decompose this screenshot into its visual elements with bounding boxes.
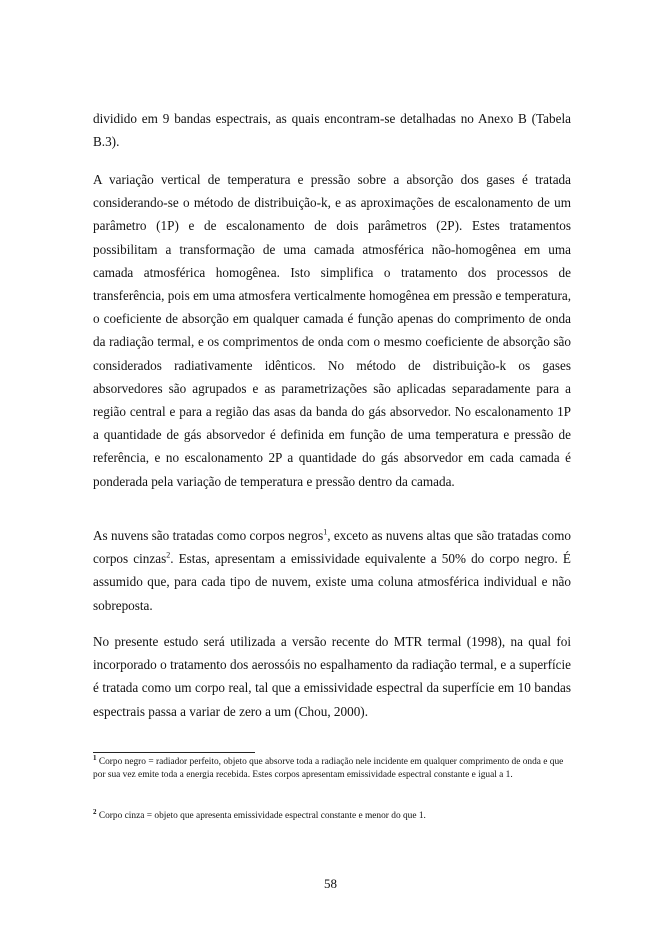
paragraph-bands-continuation: dividido em 9 bandas espectrais, as quais encontram-se detalhadas no Anexo B (Tabela B.3). — [93, 111, 571, 150]
footnote-ref-2[interactable]: 2 — [166, 550, 171, 560]
paragraph-clouds-part2: , exceto as nuvens altas que são tratadas como corpos cinzas — [93, 528, 571, 567]
paragraph-clouds-part3: . Estas, apresentam a emissividade equivalente a 50% do corpo negro. É assumido que, para cada tipo de nuvem, existe uma coluna atmosférica individual e não sobreposta. — [93, 551, 571, 613]
footnote-2 — [93, 807, 571, 823]
paragraph-vertical-variation: A variação vertical de temperatura e pressão sobre a absorção dos gases é tratada considerando-se o método de distribuição-k, e as aproximações de escalonamento de um parâmetro (1P) e de escalonamento de dois parâmetros (2P). Estes tratamentos possibilitam a transformação de uma camada atmosférica não-homogênea em uma camada atmosférica homogênea. Isto simplifica o tratamento dos processos de transferência, pois em uma atmosfera verticalmente homogênea em pressão e temperatura, o coeficiente de absorção em qualquer camada é função apenas do comprimento de onda da radiação termal, e os comprimentos de onda com o mesmo coeficiente de absorção são considerados radiativamente idênticos. No método de distribuição-k os gases absorvedores são agrupados e as parametrizações são aplicadas separadamente para a região central e para a região das asas da banda do gás absorvedor. No escalonamento 1P a quantidade de gás absorvedor é definida em função de uma temperatura e pressão de referência, e no escalonamento 2P a quantidade do gás absorvedor em cada camada é ponderada pela variação de temperatura e pressão dentro da camada. — [93, 172, 571, 489]
paragraph-present-study: No presente estudo será utilizada a versão recente do MTR termal (1998), na qual foi incorporado o tratamento dos aerossóis no espalhamento da radiação termal, e a superfície é tratada como um corpo real, tal que a emissividade espectral da superfície em 10 bandas espectrais passa a variar de zero a um (Chou, 2000). — [93, 634, 571, 719]
footnote-1 — [93, 753, 571, 782]
paragraph-clouds — [93, 524, 571, 617]
footnote-divider — [93, 752, 255, 753]
footnote-ref-1[interactable]: 1 — [323, 527, 328, 537]
paragraph-clouds-part1: As nuvens são tratadas como corpos negros — [93, 528, 324, 543]
footnote-2-mark: 2 — [93, 807, 97, 816]
footnote-1-text: Corpo negro = radiador perfeito, objeto que absorve toda a radiação nele incidente em qualquer comprimento de onda e que por sua vez emite toda a energia recebida. Estes corpos apresentam emissividade espectral constante e igual a 1. — [93, 757, 564, 781]
footnote-2-text: Corpo cinza = objeto que apresenta emissividade espectral constante e menor do que 1. — [96, 811, 426, 821]
page-number: 58 — [324, 876, 337, 891]
footnote-1-mark: 1 — [93, 753, 97, 762]
